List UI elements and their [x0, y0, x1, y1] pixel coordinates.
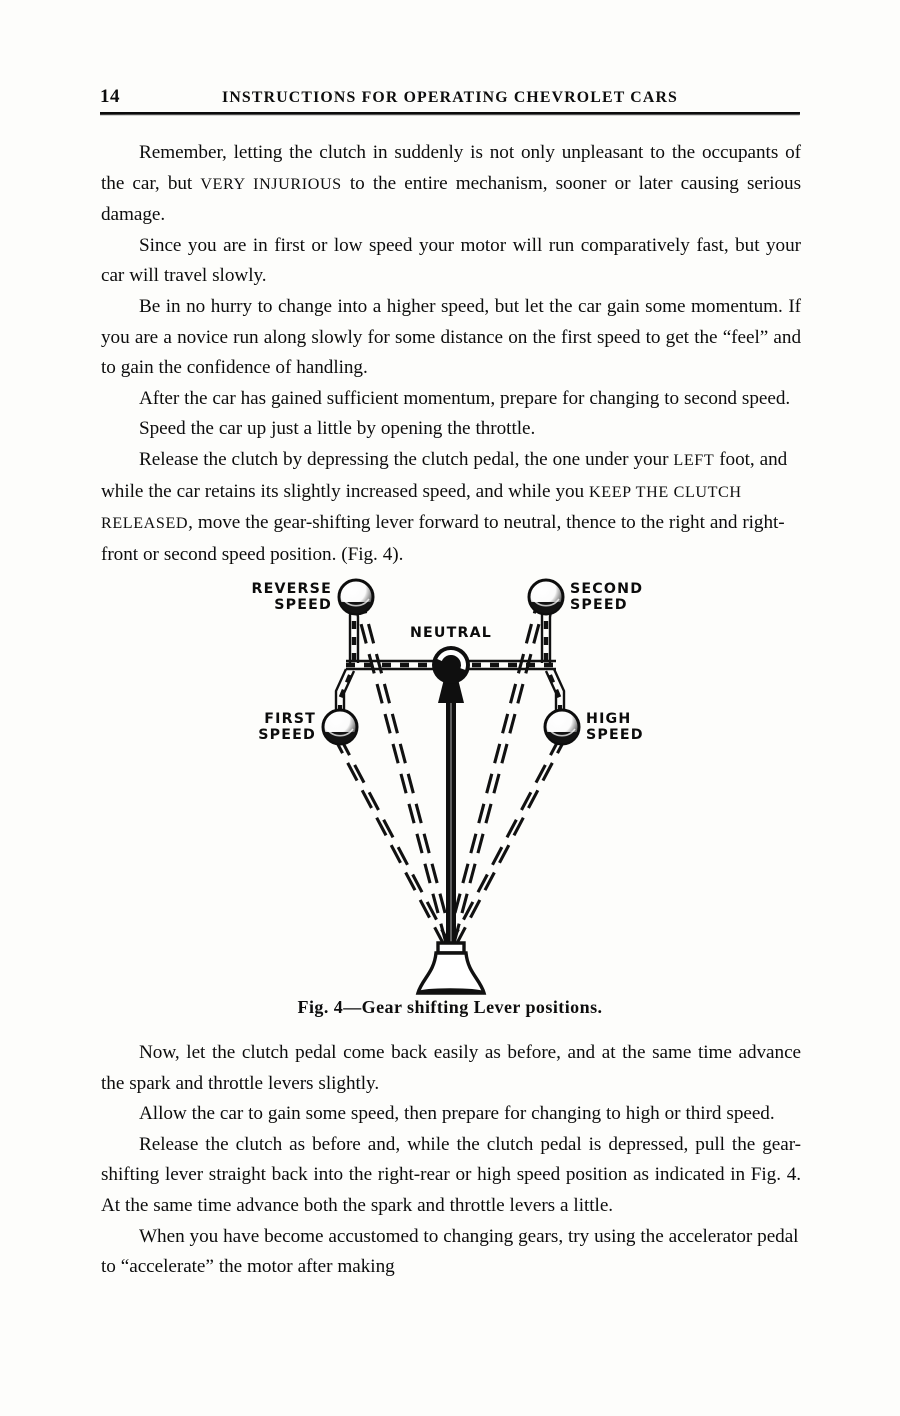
paragraph: After the car has gained sufficient momentum, prepare for changing to second speed. [139, 387, 791, 409]
paragraph: When you have become accustomed to changing gears, try using the accelerator pedal to “accelerate” the motor after making [101, 1225, 799, 1278]
gear-shift-svg [150, 575, 750, 995]
label-first-speed-line1: FIRST [264, 711, 316, 727]
running-head-title: INSTRUCTIONS FOR OPERATING CHEVROLET CARS [221, 89, 679, 106]
small-caps-run: LEFT [673, 451, 715, 469]
small-caps-run: KEEP THE CLUTCH RELEASED [101, 483, 742, 533]
body-text-lower [101, 1038, 801, 1283]
label-high-speed-line1: HIGH [586, 711, 632, 727]
paragraph: Since you are in first or low speed your motor will run comparatively fast, but your car will travel slowly. [101, 234, 801, 287]
paragraph: Release the clutch by depressing the clutch pedal, the one under your LEFT foot, and while the car retains its slightly increased speed, and while you KEEP THE CLUTCH RELEASED, move the gear-shifting lever forward to neutral, thence to the right and right-front or second speed position. (Fig. 4). [101, 448, 788, 565]
body-text-upper [101, 138, 801, 570]
knob-reverse-speed[interactable] [339, 580, 373, 614]
knob-high-speed[interactable] [545, 710, 579, 744]
paragraph: Speed the car up just a little by opening the throttle. [139, 418, 536, 440]
label-first-speed [258, 711, 316, 743]
label-second-speed-line2: SPEED [570, 597, 628, 613]
label-high-speed-line2: SPEED [586, 727, 644, 743]
page-header [100, 86, 800, 112]
label-reverse-speed [251, 581, 332, 613]
neutral-hub [432, 646, 470, 703]
knob-second-speed[interactable] [529, 580, 563, 614]
page-number: 14 [100, 86, 120, 107]
label-second-speed-line1: SECOND [570, 581, 644, 597]
paragraph: Release the clutch as before and, while the clutch pedal is depressed, pull the gear-shifting lever straight back into the right-rear or high speed position as indicated in Fig. 4. At the same time advance both the spark and throttle levers a little. [101, 1133, 801, 1216]
lever-base-flange [418, 943, 484, 993]
paragraph: Now, let the clutch pedal come back easily as before, and at the same time advance the spark and throttle levers slightly. [101, 1042, 801, 1094]
header-divider-rule [100, 112, 800, 116]
small-caps-run: VERY INJURIOUS [200, 175, 342, 193]
paragraph: Be in no hurry to change into a higher speed, but let the car gain some momentum. If you are a novice run along slowly for some distance on the first speed to get the “feel” and to gain the confidence of handling. [101, 295, 801, 379]
label-high-speed [586, 711, 644, 743]
label-first-speed-line2: SPEED [258, 727, 316, 743]
gear-lever-shaft [446, 675, 456, 947]
figure-4-gear-shift-diagram [150, 575, 750, 1030]
paragraph: Allow the car to gain some speed, then prepare for changing to high or third speed. [139, 1103, 775, 1125]
paragraph: Remember, letting the clutch in suddenly is not only unpleasant to the occupants of the car, but VERY INJURIOUS to the entire mechanism, sooner or later causing serious damage. [101, 142, 801, 226]
label-neutral: NEUTRAL [409, 625, 493, 641]
figure-caption: Fig. 4—Gear shifting Lever positions. [297, 997, 603, 1017]
label-reverse-speed-line2: SPEED [274, 597, 332, 613]
label-second-speed [570, 581, 643, 613]
label-reverse-speed-line1: REVERSE [251, 581, 332, 597]
knob-first-speed[interactable] [323, 710, 357, 744]
